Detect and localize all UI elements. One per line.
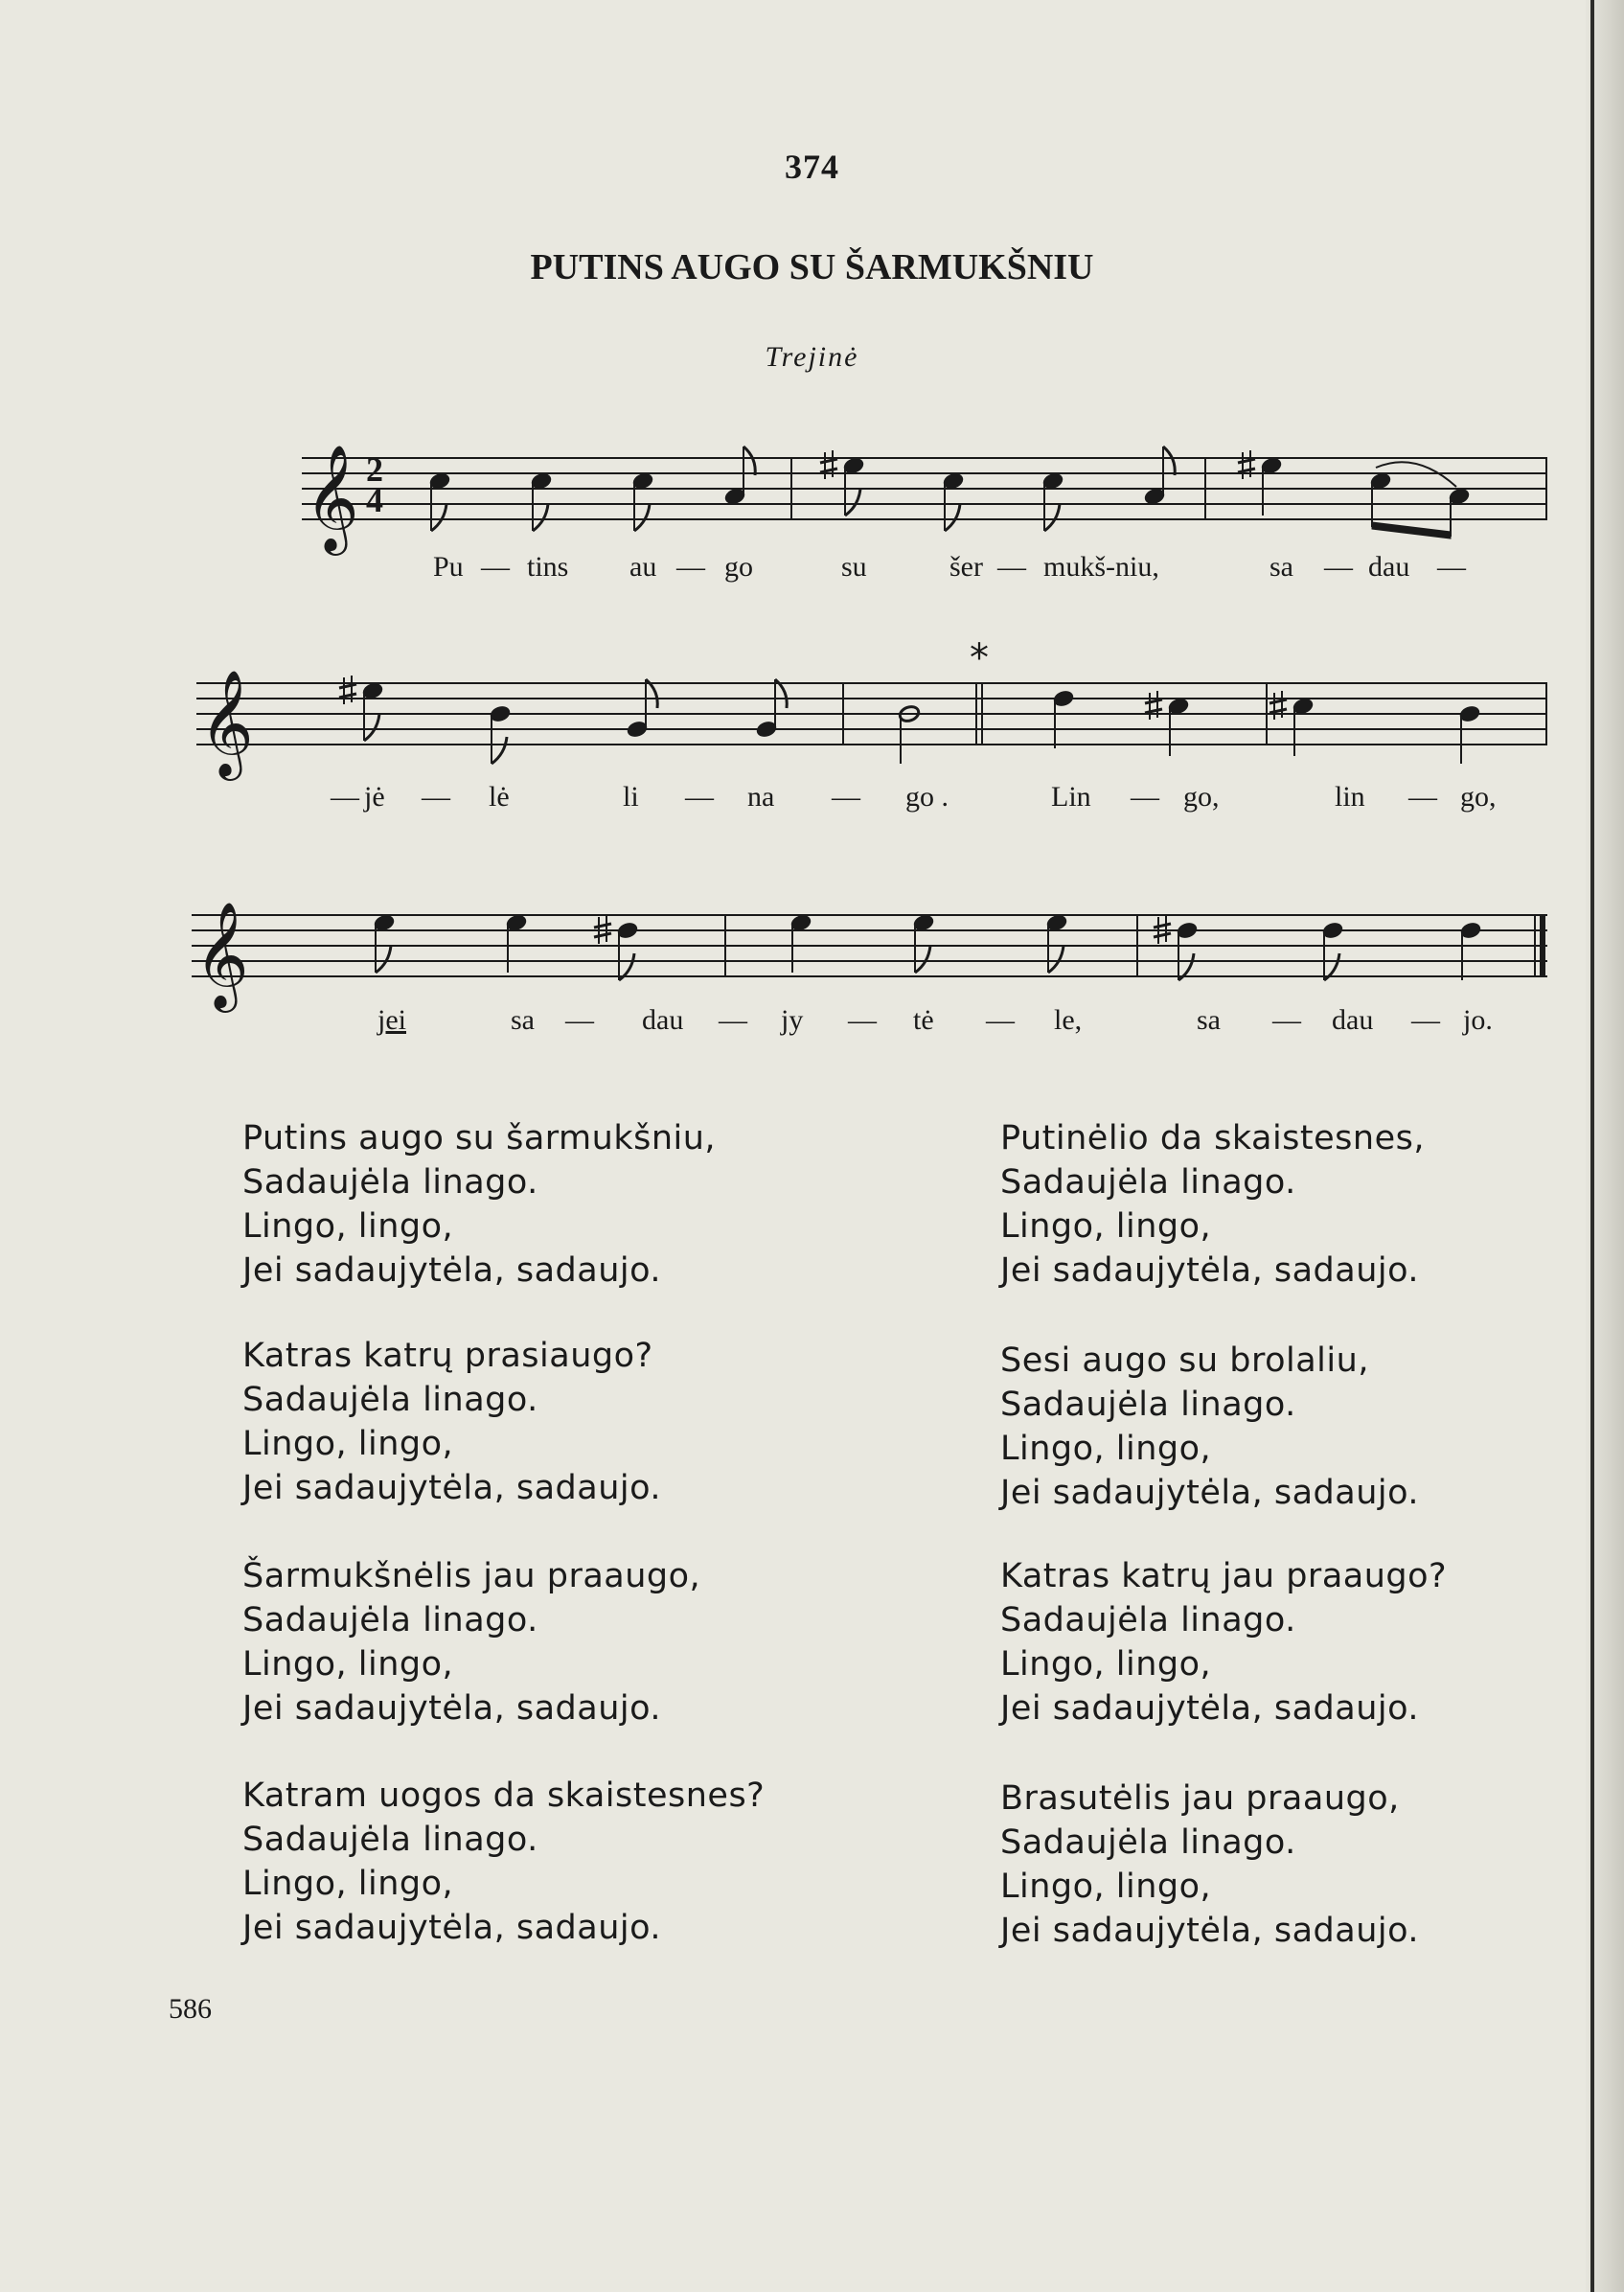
verse-line: Jei sadaujytėla, sadaujo. — [1000, 1474, 1420, 1512]
sharp-icon — [1145, 699, 1162, 703]
lyric-syllable: sa — [511, 1004, 535, 1036]
verse-left-2 — [242, 1334, 661, 1510]
verse-line: Sadaujėla linago. — [1000, 1823, 1296, 1862]
lyric-syllable: jė — [364, 781, 385, 813]
lyric-syllable: šer — [949, 551, 983, 583]
verse-line: Lingo, lingo, — [1000, 1645, 1212, 1684]
svg-text:4: 4 — [366, 481, 383, 519]
verse-line: Šarmukšnėlis jau praaugo, — [242, 1557, 701, 1595]
verse-line: Jei sadaujytėla, sadaujo. — [242, 1469, 662, 1507]
svg-text:2: 2 — [366, 450, 383, 489]
asterisk-marker: * — [970, 636, 989, 680]
lyric-syllable: — — [1408, 781, 1437, 813]
lyric-syllable: — — [1437, 551, 1466, 583]
lyric-syllable: go — [724, 551, 753, 583]
lyric-syllable: jei — [377, 1004, 406, 1036]
sharp-icon — [1154, 924, 1171, 928]
verse-line: Katram uogos da skaistesnes? — [242, 1776, 766, 1815]
lyric-syllable: su — [841, 551, 867, 583]
lyric-syllable: dau — [1332, 1004, 1374, 1036]
sharp-icon — [1238, 469, 1255, 472]
verse-line: Sadaujėla linago. — [1000, 1386, 1296, 1424]
note-beam — [1372, 522, 1451, 539]
verse-left-3 — [242, 1554, 700, 1730]
verse-line: Lingo, lingo, — [242, 1425, 454, 1463]
sharp-icon — [594, 933, 611, 937]
lyric-syllable: sa — [1269, 551, 1293, 583]
note-flag — [915, 946, 930, 973]
page-number: 374 — [785, 148, 839, 186]
lyric-syllable: — — [565, 1004, 594, 1036]
verse-line: Jei sadaujytėla, sadaujo. — [1000, 1251, 1420, 1290]
verse-left-4 — [242, 1774, 765, 1950]
lyric-syllable: — — [1411, 1004, 1440, 1036]
lyric-syllable: le, — [1054, 1004, 1083, 1036]
sharp-icon — [1145, 709, 1162, 713]
lyric-syllable: go, — [1460, 781, 1497, 813]
verse-line: Putinėlio da skaistesnes, — [1000, 1119, 1425, 1157]
lyric-syllable: — — [331, 781, 359, 813]
lyric-syllable: Lin — [1051, 781, 1091, 813]
sharp-icon — [339, 684, 356, 688]
verse-line: Sesi augo su brolaliu, — [1000, 1341, 1369, 1380]
verse-line: Sadaujėla linago. — [242, 1163, 538, 1202]
lyric-syllable: — — [1324, 551, 1353, 583]
verse-line: Jei sadaujytėla, sadaujo. — [1000, 1689, 1420, 1728]
lyric-syllable: tins — [527, 551, 569, 583]
sharp-icon — [820, 469, 837, 472]
staff-3 — [192, 915, 1547, 976]
lyric-syllable: lė — [489, 781, 510, 813]
verse-line: Katras katrų jau praaugo? — [1000, 1557, 1448, 1595]
footer-page-number: 586 — [169, 1993, 212, 2025]
time-signature — [366, 450, 383, 519]
lyric-syllable: — — [997, 551, 1026, 583]
lyric-syllable: jy — [781, 1004, 804, 1036]
lyric-syllable: — — [676, 551, 705, 583]
note-flag — [1048, 946, 1064, 973]
lyric-syllable: go . — [905, 781, 949, 813]
verse-line: Putins augo su šarmukšniu, — [242, 1119, 717, 1157]
lyric-syllable: — — [481, 551, 510, 583]
song-subtitle: Trejinė — [765, 341, 859, 373]
sharp-icon — [1269, 709, 1287, 713]
staff-2 — [196, 683, 1547, 745]
verse-right-2 — [1000, 1339, 1419, 1515]
lyric-syllable: — — [685, 781, 714, 813]
note-flag — [743, 447, 755, 475]
lyric-syllable: na — [747, 781, 775, 813]
verse-line: Sadaujėla linago. — [242, 1381, 538, 1419]
lyric-syllable: — — [422, 781, 450, 813]
sharp-icon — [1154, 933, 1171, 937]
lyric-syllable: — — [1272, 1004, 1301, 1036]
lyric-syllable: dau — [642, 1004, 684, 1036]
verse-line: Lingo, lingo, — [1000, 1430, 1212, 1468]
verse-right-4 — [1000, 1776, 1419, 1953]
note-flag — [492, 737, 507, 764]
verse-line: Lingo, lingo, — [1000, 1868, 1212, 1906]
note-flag — [431, 504, 446, 531]
lyric-syllable: jo. — [1463, 1004, 1493, 1036]
verse-line: Sadaujėla linago. — [1000, 1163, 1296, 1202]
verse-line: Sadaujėla linago. — [242, 1601, 538, 1639]
lyric-syllable: — — [986, 1004, 1015, 1036]
verse-line: Sadaujėla linago. — [1000, 1601, 1296, 1639]
lyric-syllable: go, — [1183, 781, 1220, 813]
music-score — [0, 0, 1624, 1073]
verse-line: Lingo, lingo, — [242, 1645, 454, 1684]
verse-line: Jei sadaujytėla, sadaujo. — [1000, 1912, 1420, 1950]
verse-right-1 — [1000, 1116, 1425, 1293]
note-flag — [945, 504, 960, 531]
treble-clef-icon: 𝄞 — [305, 444, 359, 551]
verse-line: Lingo, lingo, — [1000, 1207, 1212, 1246]
sharp-icon — [820, 459, 837, 463]
song-title: PUTINS AUGO SU ŠARMUKŠNIU — [530, 247, 1094, 287]
note-flag — [845, 489, 860, 516]
sharp-icon — [1238, 459, 1255, 463]
note-flag — [533, 504, 548, 531]
verse-line: Jei sadaujytėla, sadaujo. — [242, 1909, 662, 1947]
note-flag — [364, 714, 379, 741]
lyric-syllable: Pu — [433, 551, 464, 583]
lyric-syllable: sa — [1197, 1004, 1221, 1036]
treble-clef-icon: 𝄞 — [194, 901, 249, 1008]
verse-line: Lingo, lingo, — [242, 1207, 454, 1246]
verse-left-1 — [242, 1116, 716, 1293]
verse-line: Brasutėlis jau praaugo, — [1000, 1779, 1400, 1818]
lyric-syllable: — — [848, 1004, 877, 1036]
lyric-syllable: li — [623, 781, 639, 813]
note-flag — [634, 504, 650, 531]
lyric-syllable: dau — [1368, 551, 1410, 583]
lyric-syllable: mukš-niu, — [1043, 551, 1159, 583]
note-flag — [1044, 504, 1060, 531]
lyric-syllable: — — [832, 781, 860, 813]
staff-1 — [302, 458, 1547, 519]
sharp-icon — [594, 924, 611, 928]
note-flag — [376, 946, 391, 973]
verse-right-3 — [1000, 1554, 1447, 1730]
verse-line: Katras katrų prasiaugo? — [242, 1337, 653, 1375]
verse-line: Sadaujėla linago. — [242, 1821, 538, 1859]
treble-clef-icon: 𝄞 — [199, 669, 254, 776]
lyric-syllable: — — [719, 1004, 747, 1036]
lyric-syllable: lin — [1335, 781, 1365, 813]
note-flag — [1163, 447, 1175, 475]
lyric-syllable: — — [1131, 781, 1159, 813]
verse-line: Jei sadaujytėla, sadaujo. — [242, 1689, 662, 1728]
verse-line: Jei sadaujytėla, sadaujo. — [242, 1251, 662, 1290]
lyric-syllable: tė — [913, 1004, 934, 1036]
sharp-icon — [339, 694, 356, 698]
verse-line: Lingo, lingo, — [242, 1865, 454, 1903]
lyric-syllable: au — [629, 551, 657, 583]
sharp-icon — [1269, 699, 1287, 703]
